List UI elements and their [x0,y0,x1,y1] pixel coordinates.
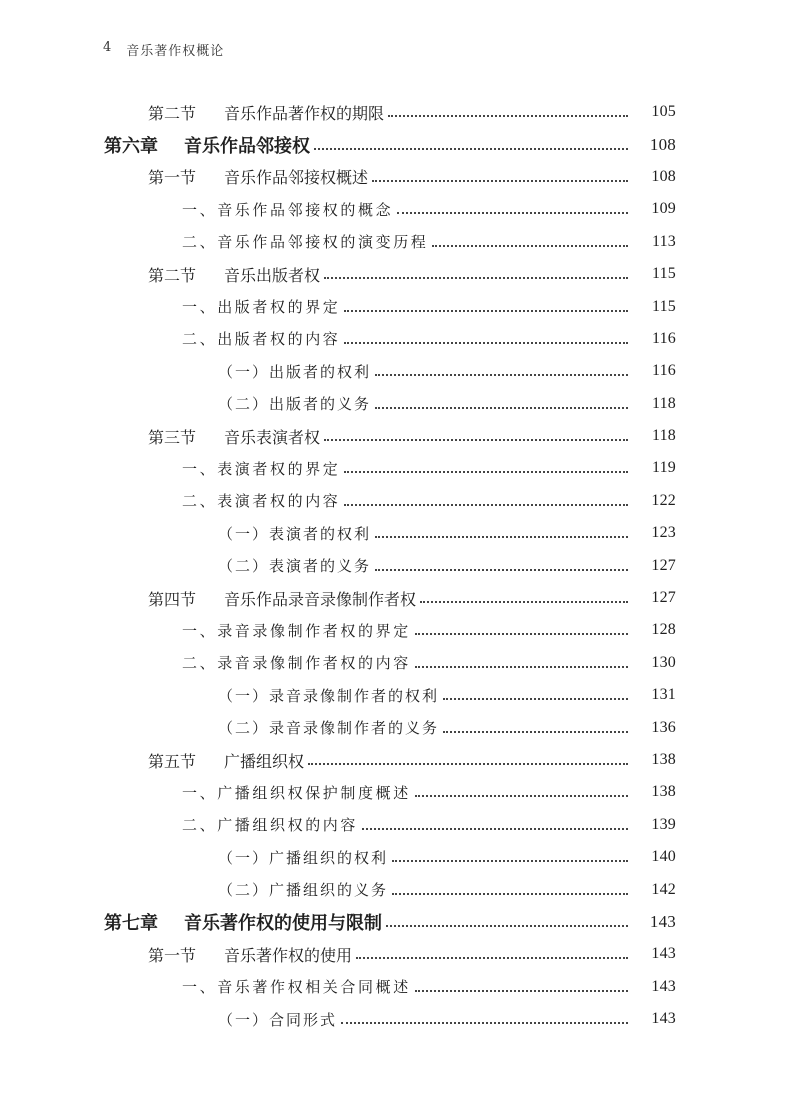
toc-dot-leader [341,1022,628,1024]
toc-entry-page: 138 [651,751,676,768]
toc-dot-leader [392,860,628,862]
toc-entry-title: 合同形式 [269,1010,338,1029]
toc-entry-subsub[interactable] [0,1003,800,1035]
toc-entry-sub[interactable] [0,226,800,258]
toc-dot-leader [344,504,628,506]
toc-entry-subsub[interactable] [0,679,800,711]
toc-dot-leader [443,731,628,733]
toc-entry-number: 一、 [182,298,218,317]
toc-entry-heading [104,909,382,935]
toc-entry-heading [148,101,384,124]
toc-entry-section[interactable] [0,161,800,193]
toc-dot-leader [324,439,628,441]
toc-entry-heading [182,296,340,317]
toc-entry-page: 127 [651,556,676,574]
toc-entry-number: 第一节 [148,168,197,188]
toc-entry-page: 131 [651,686,676,704]
toc-entry-chapter[interactable] [0,906,800,938]
toc-entry-heading [182,976,411,997]
toc-entry-page: 139 [651,815,676,833]
toc-entry-heading [218,555,371,576]
toc-entry-heading [148,165,368,188]
toc-entry-title: 出版者的权利 [269,362,372,381]
toc-entry-page: 118 [651,394,676,412]
toc-entry-page: 116 [651,362,676,380]
toc-entry-page: 123 [651,524,676,542]
toc-entry-sub[interactable] [0,290,800,322]
toc-entry-page: 105 [651,103,676,121]
toc-entry-number: 一、 [182,459,218,478]
toc-entry-number: 第二节 [148,265,197,285]
toc-entry-heading [218,717,439,738]
toc-dot-leader [432,245,628,247]
toc-dot-leader [324,277,628,279]
toc-dot-leader [415,990,628,992]
toc-entry-number: （一） [218,1010,270,1029]
toc-entry-number: 二、 [182,330,218,349]
toc-entry-page: 138 [651,783,676,801]
toc-dot-leader [362,828,628,830]
toc-entry-section[interactable] [0,938,800,970]
toc-entry-heading [182,620,411,641]
toc-entry-number: （一） [218,524,270,543]
toc-entry-title: 广播组织的权利 [269,848,389,867]
toc-entry-title: 出版者权的内容 [217,330,341,349]
toc-entry-sub[interactable] [0,647,800,679]
toc-entry-heading [182,328,340,349]
header-page-number: 4 [103,40,113,55]
toc-entry-sub[interactable] [0,452,800,484]
toc-entry-number: （二） [218,395,270,414]
toc-entry-number: （二） [218,719,270,738]
toc-entry-page: 119 [651,459,676,477]
toc-entry-subsub[interactable] [0,711,800,743]
toc-entry-number: 第四节 [148,589,197,609]
toc-dot-leader [375,407,628,409]
toc-entry-section[interactable] [0,420,800,452]
toc-entry-number: 一、 [182,783,218,802]
table-of-contents [0,96,800,1035]
toc-entry-heading [218,685,439,706]
toc-entry-sub[interactable] [0,776,800,808]
toc-entry-heading [148,943,352,966]
toc-entry-title: 音乐著作权相关合同概述 [217,978,411,997]
toc-entry-title: 音乐著作权的使用 [224,945,353,965]
toc-entry-heading [218,847,388,868]
toc-entry-page: 143 [649,911,676,931]
toc-dot-leader [392,893,628,895]
toc-entry-page: 115 [651,265,676,283]
toc-entry-heading [104,132,310,158]
toc-entry-title: 录音录像制作者的义务 [269,719,440,738]
toc-dot-leader [344,471,628,473]
toc-dot-leader [388,115,628,117]
toc-dot-leader [375,536,628,538]
toc-entry-title: 音乐著作权的使用与限制 [184,912,382,934]
toc-entry-title: 广播组织权保护制度概述 [217,783,411,802]
toc-entry-heading [148,425,320,448]
toc-dot-leader [372,180,628,182]
toc-entry-heading [148,587,416,610]
toc-entry-sub[interactable] [0,485,800,517]
toc-entry-heading [182,458,340,479]
toc-entry-page: 109 [651,200,676,218]
toc-entry-number: （二） [218,557,270,576]
toc-entry-section[interactable] [0,582,800,614]
toc-dot-leader [344,310,628,312]
toc-entry-section[interactable] [0,258,800,290]
toc-entry-subsub[interactable] [0,388,800,420]
toc-entry-number: 第五节 [148,751,197,771]
toc-entry-title: 广播组织权的内容 [217,816,359,835]
toc-entry-sub[interactable] [0,971,800,1003]
toc-entry-page: 115 [651,297,676,315]
toc-entry-page: 116 [651,329,676,347]
toc-entry-heading [182,231,428,252]
toc-entry-number: 二、 [182,492,218,511]
toc-entry-sub[interactable] [0,323,800,355]
toc-entry-page: 140 [651,848,676,866]
toc-entry-heading [218,393,371,414]
running-header [103,40,224,59]
toc-entry-page: 108 [649,134,676,154]
toc-entry-subsub[interactable] [0,517,800,549]
toc-dot-leader [356,957,628,959]
toc-entry-number: （一） [218,362,270,381]
toc-entry-sub[interactable] [0,614,800,646]
toc-entry-title: 音乐作品邻接权的演变历程 [217,233,429,252]
toc-entry-title: 出版者的义务 [269,395,372,414]
toc-entry-number: 二、 [182,654,218,673]
toc-entry-title: 广播组织权 [224,751,305,771]
toc-entry-number: 一、 [182,621,218,640]
toc-entry-number: 二、 [182,816,218,835]
toc-entry-heading [218,1009,337,1030]
toc-entry-heading [148,263,320,286]
toc-dot-leader [415,666,628,668]
toc-entry-section[interactable] [0,96,800,128]
toc-entry-heading [182,782,411,803]
toc-entry-page: 127 [651,589,676,607]
toc-entry-section[interactable] [0,744,800,776]
toc-dot-leader [415,633,628,635]
toc-entry-number: 第一节 [148,945,197,965]
toc-entry-page: 143 [651,977,676,995]
toc-entry-title: 录音录像制作者权的内容 [217,654,411,673]
toc-entry-title: 音乐作品邻接权 [184,135,310,157]
toc-entry-subsub[interactable] [0,841,800,873]
toc-entry-title: 音乐作品录音录像制作者权 [224,589,417,609]
toc-entry-number: （一） [218,848,270,867]
toc-entry-page: 118 [651,427,676,445]
toc-entry-title: 录音录像制作者的权利 [269,686,440,705]
toc-dot-leader [386,925,628,927]
toc-entry-number: 一、 [182,200,218,219]
header-book-title: 音乐著作权概论 [126,44,225,59]
toc-dot-leader [375,569,628,571]
toc-entry-heading [182,814,358,835]
toc-entry-page: 143 [651,945,676,963]
toc-entry-sub[interactable] [0,193,800,225]
toc-dot-leader [415,795,628,797]
toc-entry-heading [182,199,393,220]
toc-entry-heading [148,749,304,772]
toc-entry-page: 128 [651,621,676,639]
toc-entry-page: 130 [651,653,676,671]
toc-entry-title: 音乐作品邻接权的概念 [217,200,394,219]
toc-entry-number: 第六章 [104,135,158,157]
toc-dot-leader [344,342,628,344]
toc-entry-page: 108 [651,167,676,185]
toc-entry-title: 音乐作品邻接权概述 [224,168,369,188]
toc-entry-subsub[interactable] [0,873,800,905]
toc-entry-number: 第三节 [148,427,197,447]
toc-entry-title: 表演者权的内容 [217,492,341,511]
toc-entry-number: 第七章 [104,912,158,934]
toc-entry-page: 142 [651,880,676,898]
toc-entry-page: 122 [651,491,676,509]
toc-entry-number: 一、 [182,978,218,997]
toc-entry-title: 表演者的权利 [269,524,372,543]
toc-entry-heading [218,523,371,544]
toc-entry-heading [218,361,371,382]
toc-entry-chapter[interactable] [0,128,800,160]
toc-entry-title: 表演者的义务 [269,557,372,576]
toc-dot-leader [314,148,628,150]
toc-dot-leader [308,763,628,765]
toc-entry-page: 113 [651,232,676,250]
toc-entry-title: 音乐表演者权 [224,427,321,447]
toc-entry-heading [182,490,340,511]
toc-entry-heading [218,879,388,900]
toc-entry-title: 表演者权的界定 [217,459,341,478]
toc-dot-leader [443,698,628,700]
toc-entry-title: 音乐作品著作权的期限 [224,103,385,123]
toc-entry-title: 录音录像制作者权的界定 [217,621,411,640]
toc-entry-title: 广播组织的义务 [269,881,389,900]
toc-entry-heading [182,652,411,673]
toc-entry-sub[interactable] [0,809,800,841]
toc-dot-leader [375,374,628,376]
toc-entry-number: （二） [218,881,270,900]
toc-dot-leader [397,212,628,214]
toc-entry-subsub[interactable] [0,549,800,581]
toc-dot-leader [420,601,628,603]
toc-entry-title: 出版者权的界定 [217,298,341,317]
toc-entry-subsub[interactable] [0,355,800,387]
toc-entry-page: 136 [651,718,676,736]
toc-entry-number: 二、 [182,233,218,252]
toc-entry-number: （一） [218,686,270,705]
toc-entry-title: 音乐出版者权 [224,265,321,285]
toc-entry-number: 第二节 [148,103,197,123]
toc-entry-page: 143 [651,1010,676,1028]
